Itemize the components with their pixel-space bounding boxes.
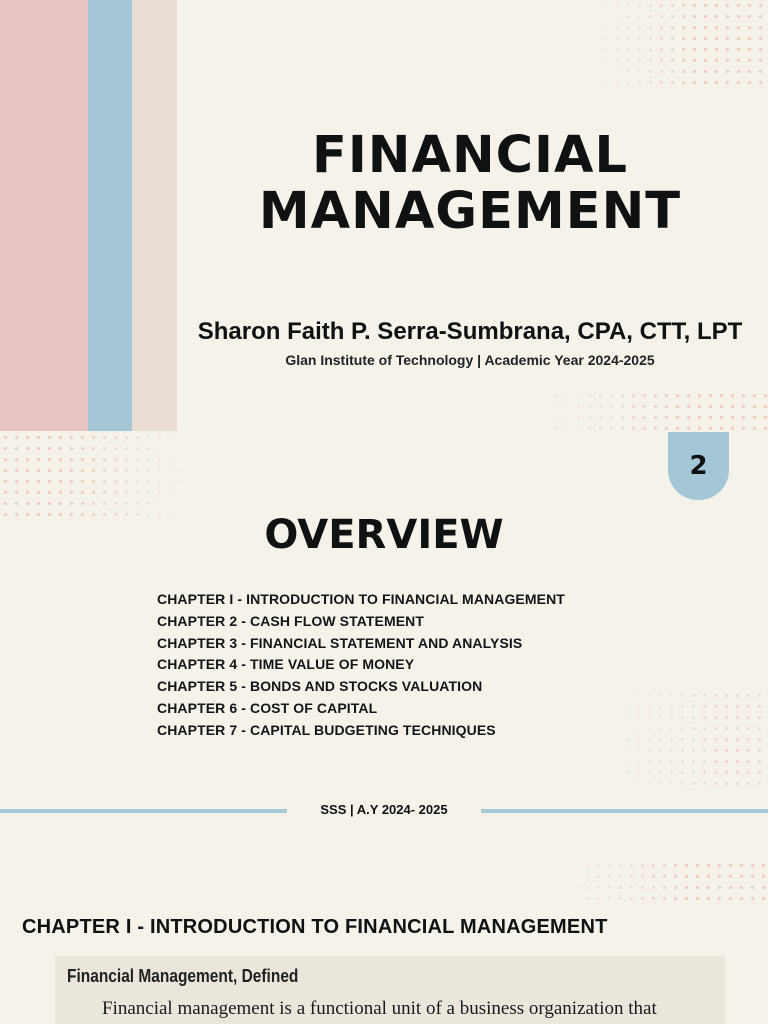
dot-pattern [600, 690, 768, 790]
scan-body-text: Financial management is a functional unit of a business organization that [102, 998, 657, 1019]
dot-pattern [540, 390, 768, 430]
institution-line: Glan Institute of Technology | Academic Year 2024-2025 [285, 352, 655, 368]
slide-title: FINANCIAL MANAGEMENT [258, 126, 682, 241]
scan-heading: Financial Management, Defined [67, 966, 299, 986]
chapter-list [157, 589, 565, 742]
slide-footer: SSS | A.Y 2024- 2025 [320, 802, 448, 817]
chapter-item: CHAPTER 5 - BONDS AND STOCKS VALUATION [157, 678, 483, 695]
chapter-item: CHAPTER 6 - COST OF CAPITAL [157, 699, 378, 716]
footer-rule-left [0, 809, 287, 813]
author-name: Sharon Faith P. Serra-Sumbrana, CPA, CTT, LPT [197, 318, 743, 345]
scanned-textbook-excerpt [55, 956, 725, 1024]
footer-rule-right [481, 809, 768, 813]
dot-pattern [0, 432, 190, 522]
dot-pattern [560, 860, 768, 904]
decorative-stripe-beige [132, 0, 177, 431]
dot-pattern [590, 0, 768, 90]
decorative-stripe-pink [0, 0, 88, 431]
decorative-stripe-blue [88, 0, 132, 431]
chapter-item: CHAPTER 3 - FINANCIAL STATEMENT AND ANALYSIS [157, 634, 523, 651]
page-number-badge: 2 [668, 432, 729, 500]
overview-heading: OVERVIEW [264, 512, 504, 558]
chapter-item: CHAPTER 2 - CASH FLOW STATEMENT [157, 612, 425, 629]
chapter-heading: CHAPTER I - INTRODUCTION TO FINANCIAL MANAGEMENT [22, 916, 608, 938]
chapter-item: CHAPTER 4 - TIME VALUE OF MONEY [157, 656, 415, 673]
chapter-item: CHAPTER 7 - CAPITAL BUDGETING TECHNIQUES [157, 721, 496, 738]
chapter-item: CHAPTER I - INTRODUCTION TO FINANCIAL MANAGEMENT [157, 591, 565, 607]
